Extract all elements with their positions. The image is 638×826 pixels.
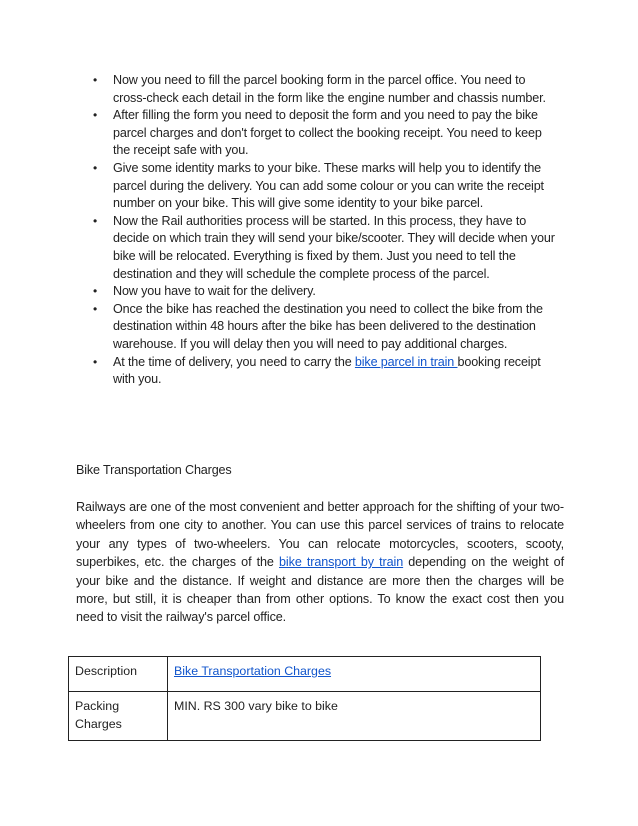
bullet-icon: • (92, 73, 98, 87)
list-item-text: Now you need to fill the parcel booking form in the parcel office. You need to cross-check each detail in the form like the engine number and chassis number. (113, 73, 546, 105)
list-item-text: Now you have to wait for the delivery. (113, 284, 316, 299)
bike-parcel-in-train-link[interactable]: bike parcel in train (354, 354, 458, 369)
bike-transport-by-train-link[interactable]: bike transport by train (279, 555, 404, 570)
paragraph-text-after-link: depending on the weight of your bike and the distance. If weight and distance are more then the charges will be more, but still, it is cheaper than from other options. To know the exact cost then you need to visit the railway's parcel office. (76, 555, 564, 625)
list-item (90, 301, 560, 354)
list-item (90, 160, 560, 213)
steps-bullet-list (90, 72, 560, 389)
list-item (90, 107, 560, 160)
bike-transportation-charges-link[interactable]: Bike Transportation Charges (174, 664, 332, 678)
list-item-text: Once the bike has reached the destination you need to collect the bike from the destination within 48 hours after the bike has been delivered to the destination warehouse. If you will delay then you will need to pay additional charges. (113, 301, 543, 351)
bullet-icon: • (92, 213, 98, 228)
list-item-text: After filling the form you need to deposit the form and you need to pay the bike parcel charges and don't forget to collect the booking receipt. You need to keep the receipt safe with you. (113, 108, 542, 158)
list-item (90, 213, 560, 283)
paragraph-text-before-link: Railways are one of the most convenient and better approach for the shifting of your two-wheelers from one city to another. You can use this parcel services of trains to relocate your any types of two-wheelers. You can relocate motorcycles, scooters, scooty, superbikes, etc. the charges of the (76, 500, 564, 570)
list-item (90, 354, 560, 389)
table-row (69, 692, 541, 741)
table-cell-value (168, 657, 541, 692)
table-cell-label: Packing Charges (69, 692, 168, 741)
bullet-icon: • (92, 301, 98, 316)
table-row (69, 657, 541, 692)
list-item-text: Now the Rail authorities process will be started. In this process, they have to decide on which train they will send your bike/scooter. They will decide when your bike will be relocated. Everything is fixed by them. Just you need to tell the destination and they will schedule the complete process of the parcel. (113, 213, 555, 281)
body-paragraph (76, 498, 564, 627)
bullet-icon: • (92, 284, 98, 299)
section-heading: Bike Transportation Charges (76, 463, 232, 477)
bullet-icon: • (92, 354, 98, 369)
table-cell-label: Description (69, 657, 168, 692)
charges-table (68, 656, 541, 741)
list-item-text-before-link: At the time of delivery, you need to carry the (113, 354, 355, 369)
list-item (90, 72, 560, 107)
bullet-icon: • (92, 160, 98, 175)
table-cell-value: MIN. RS 300 vary bike to bike (168, 692, 541, 741)
list-item-text-after-link: booking receipt with you. (113, 354, 541, 387)
list-item-text: Give some identity marks to your bike. These marks will help you to identify the parcel during the delivery. You can add some colour or you can write the receipt number on your bike. This will give some identity to your bike parcel. (113, 160, 544, 211)
bullet-icon: • (92, 108, 98, 123)
list-item (90, 283, 560, 301)
